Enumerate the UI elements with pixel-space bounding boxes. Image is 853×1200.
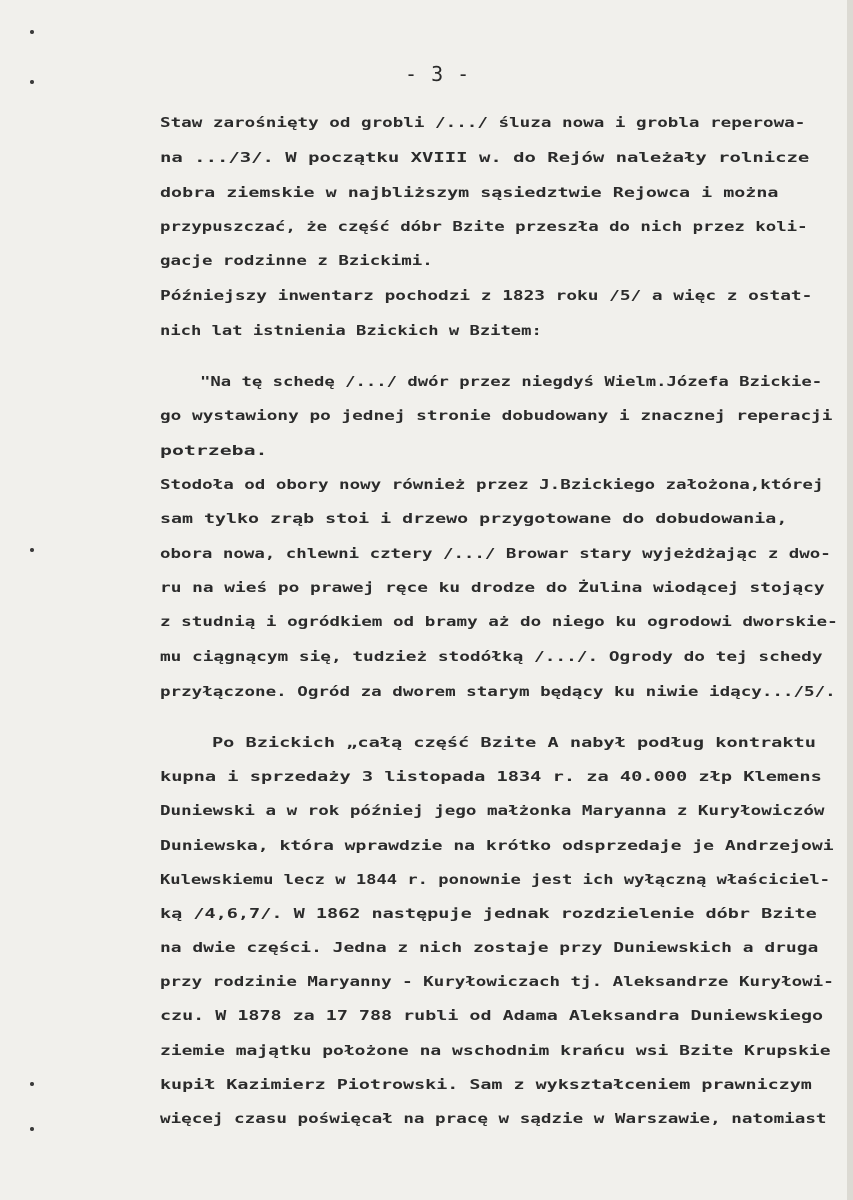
text-line: kupił Kazimierz Piotrowski. Sam z wykształceniem prawniczym (160, 1077, 812, 1093)
page-number: - 3 - (405, 62, 471, 86)
text-line: na .../3/. W początku XVIII w. do Rejów należały rolnicze (160, 150, 810, 166)
text-line: mu ciągnącym się, tudzież stodółką /.../. Ogrody do tej schedy (160, 649, 823, 665)
binding-hole-mark (30, 548, 34, 552)
text-line: więcej czasu poświęcał na pracę w sądzie w Warszawie, natomiast (160, 1111, 827, 1127)
text-line: przyłączone. Ogród za dworem starym będący ku niwie idący.../5/. (160, 684, 836, 700)
text-line: przypuszczać, że część dóbr Bzite przeszła do nich przez koli- (160, 219, 808, 235)
text-line: obora nowa, chlewni cztery /.../ Browar stary wyjeżdżając z dwo- (160, 546, 831, 562)
text-line: Duniewska, która wprawdzie na krótko odsprzedaje je Andrzejowi (160, 838, 834, 854)
text-line: go wystawiony po jednej stronie dobudowany i znacznej reperacji (160, 408, 833, 424)
text-line: Po Bzickich „całą część Bzite A nabył podług kontraktu (212, 735, 816, 751)
text-line: przy rodzinie Maryanny - Kuryłowiczach tj. Aleksandrze Kuryłowi- (160, 974, 834, 990)
binding-hole-mark (30, 80, 34, 84)
binding-hole-mark (30, 1127, 34, 1131)
text-line: z studnią i ogródkiem od bramy aż do niego ku ogrodowi dworskie- (160, 614, 838, 630)
text-line: ziemie majątku położone na wschodnim krańcu wsi Bzite Krupskie (160, 1043, 831, 1059)
binding-hole-mark (30, 1082, 34, 1086)
text-line: kupna i sprzedaży 3 listopada 1834 r. za 40.000 złp Klemens (160, 769, 822, 785)
text-line: Staw zarośnięty od grobli /.../ śluza nowa i grobla reperowa- (160, 115, 806, 131)
text-line: nich lat istnienia Bzickich w Bzitem: (160, 323, 542, 339)
text-line: Kulewskiemu lecz w 1844 r. ponownie jest ich wyłączną właściciel- (160, 872, 830, 888)
text-line: "Na tę schedę /.../ dwór przez niegdyś Wielm.Józefa Bzickie- (200, 374, 823, 390)
binding-hole-mark (30, 30, 34, 34)
text-line: dobra ziemskie w najbliższym sąsiedztwie Rejowca i można (160, 185, 779, 201)
text-line: potrzeba. (160, 443, 268, 459)
text-line: Duniewski a w rok później jego małżonka Maryanna z Kuryłowiczów (160, 803, 825, 819)
text-line: Późniejszy inwentarz pochodzi z 1823 roku /5/ a więc z ostat- (160, 288, 813, 304)
text-line: ką /4,6,7/. W 1862 następuje jednak rozdzielenie dóbr Bzite (160, 906, 817, 922)
text-line: gacje rodzinne z Bzickimi. (160, 253, 433, 269)
text-line: czu. W 1878 za 17 788 rubli od Adama Aleksandra Duniewskiego (160, 1008, 824, 1024)
text-line: sam tylko zrąb stoi i drzewo przygotowane do dobudowania, (160, 511, 788, 527)
text-line: Stodoła od obory nowy również przez J.Bzickiego założona,której (160, 477, 824, 493)
text-line: ru na wieś po prawej ręce ku drodze do Żulina wiodącej stojący (160, 580, 825, 596)
text-line: na dwie części. Jedna z nich zostaje przy Duniewskich a druga (160, 940, 819, 956)
